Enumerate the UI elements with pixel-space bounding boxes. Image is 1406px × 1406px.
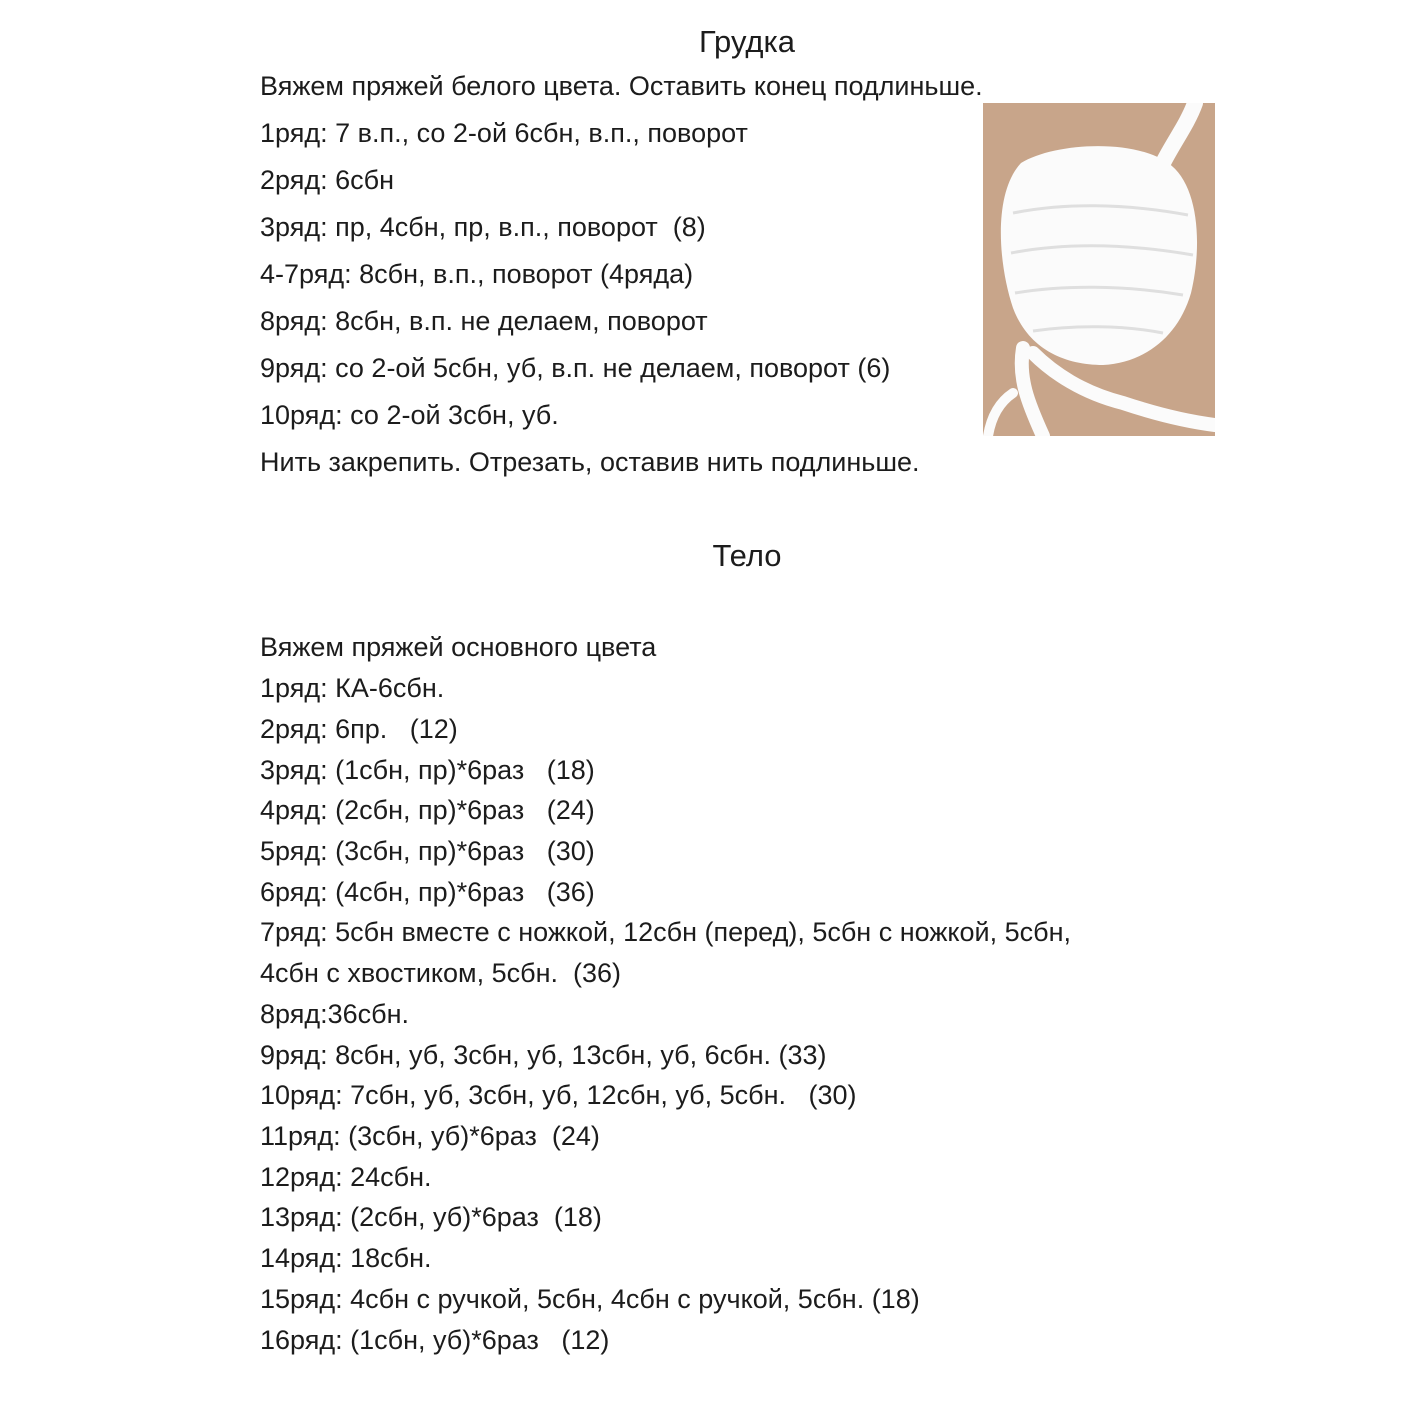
text-line: 4сбн с хвостиком, 5сбн. (36) xyxy=(260,958,622,988)
text-line: 7ряд: 5сбн вместе с ножкой, 12сбн (перед), 5сбн с ножкой, 5сбн, xyxy=(260,917,1072,947)
text-line: 9ряд: со 2-ой 5сбн, уб, в.п. не делаем, поворот (6) xyxy=(260,353,891,383)
text-line: 9ряд: 8сбн, уб, 3сбн, уб, 13сбн, уб, 6сбн. (33) xyxy=(260,1040,827,1070)
text-line: 15ряд: 4сбн с ручкой, 5сбн, 4сбн с ручкой, 5сбн. (18) xyxy=(260,1284,920,1314)
section-title-grudka: Грудка xyxy=(699,24,795,59)
text-line: 4ряд: (2сбн, пр)*6раз (24) xyxy=(260,795,595,825)
text-line: 1ряд: КА-6сбн. xyxy=(260,673,445,703)
section-title-telo: Тело xyxy=(712,538,782,573)
text-line: 11ряд: (3сбн, уб)*6раз (24) xyxy=(260,1121,600,1151)
text-line: 16ряд: (1сбн, уб)*6раз (12) xyxy=(260,1325,610,1355)
text-line: 12ряд: 24сбн. xyxy=(260,1162,432,1192)
text-line: 2ряд: 6сбн xyxy=(260,165,394,195)
text-line: 3ряд: пр, 4сбн, пр, в.п., поворот (8) xyxy=(260,212,706,242)
text-line: 10ряд: со 2-ой 3сбн, уб. xyxy=(260,400,559,430)
text-line: 14ряд: 18сбн. xyxy=(260,1243,432,1273)
text-line: 2ряд: 6пр. (12) xyxy=(260,714,458,744)
knitted-body xyxy=(1001,146,1197,365)
text-line: 8ряд:36сбн. xyxy=(260,999,410,1029)
text-line: 6ряд: (4сбн, пр)*6раз (36) xyxy=(260,877,595,907)
text-line: 13ряд: (2сбн, уб)*6раз (18) xyxy=(260,1202,602,1232)
knitted-piece-photo xyxy=(983,103,1215,436)
text-line: 1ряд: 7 в.п., со 2-ой 6сбн, в.п., поворот xyxy=(260,118,748,148)
yarn-piece-illustration xyxy=(983,103,1215,436)
text-line: 5ряд: (3сбн, пр)*6раз (30) xyxy=(260,836,595,866)
text-line: Вяжем пряжей основного цвета xyxy=(260,632,657,662)
text-line: 4-7ряд: 8сбн, в.п., поворот (4ряда) xyxy=(260,259,694,289)
text-line: Вяжем пряжей белого цвета. Оставить конец подлиньше. xyxy=(260,71,983,101)
text-line: 8ряд: 8сбн, в.п. не делаем, поворот xyxy=(260,306,708,336)
text-line: 10ряд: 7сбн, уб, 3сбн, уб, 12сбн, уб, 5сбн. (30) xyxy=(260,1080,857,1110)
text-line: 3ряд: (1сбн, пр)*6раз (18) xyxy=(260,755,595,785)
text-line: Нить закрепить. Отрезать, оставив нить подлиньше. xyxy=(260,447,920,477)
